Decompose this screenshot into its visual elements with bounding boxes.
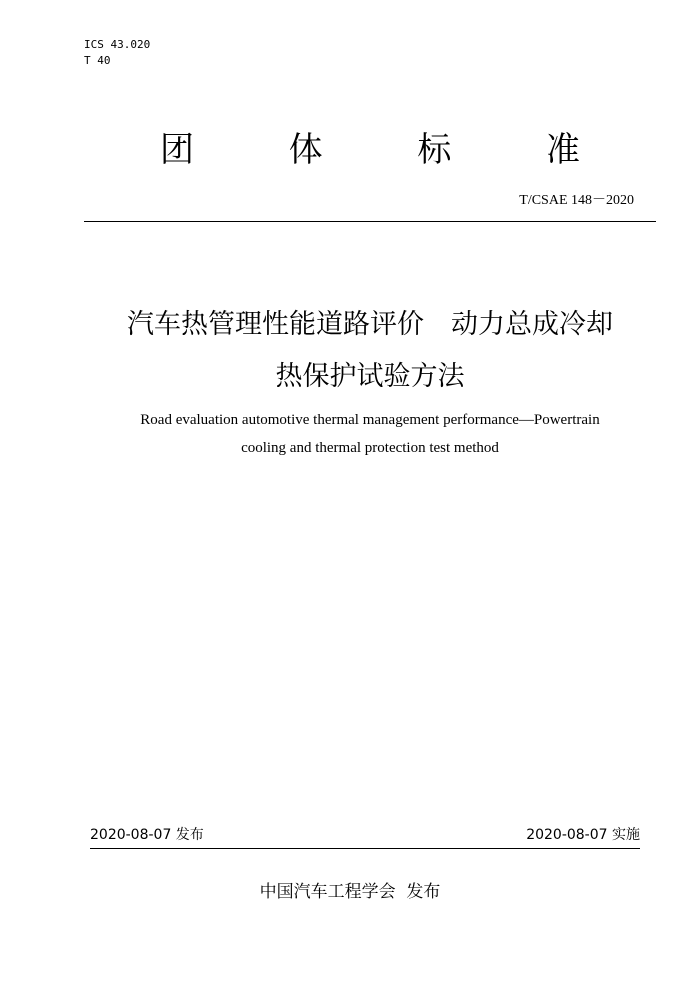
bottom-divider [90, 848, 640, 849]
doc-type-char: 体 [288, 130, 323, 170]
title-english-line-1: Road evaluation automotive thermal management performance—Powertrain [140, 412, 600, 428]
classification-code: T 40 [84, 54, 111, 67]
top-divider [84, 221, 656, 222]
standard-number: T/CSAE 148－2020 [519, 193, 634, 208]
doc-type-char: 准 [545, 130, 580, 170]
title-english-line-2: cooling and thermal protection test method [241, 440, 499, 456]
title-chinese-line-2: 热保护试验方法 [275, 361, 465, 392]
implementation-date: 2020-08-07 实施 [526, 827, 640, 843]
publisher: 中国汽车工程学会 发布 [259, 882, 441, 902]
title-chinese-line-1: 汽车热管理性能道路评价 动力总成冷却 [127, 309, 613, 340]
doc-type-char: 标 [417, 130, 452, 170]
doc-type-char: 团 [160, 130, 194, 170]
issue-date: 2020-08-07 发布 [90, 827, 204, 843]
document-type-heading [90, 128, 650, 172]
ics-code: ICS 43.020 [84, 38, 151, 51]
